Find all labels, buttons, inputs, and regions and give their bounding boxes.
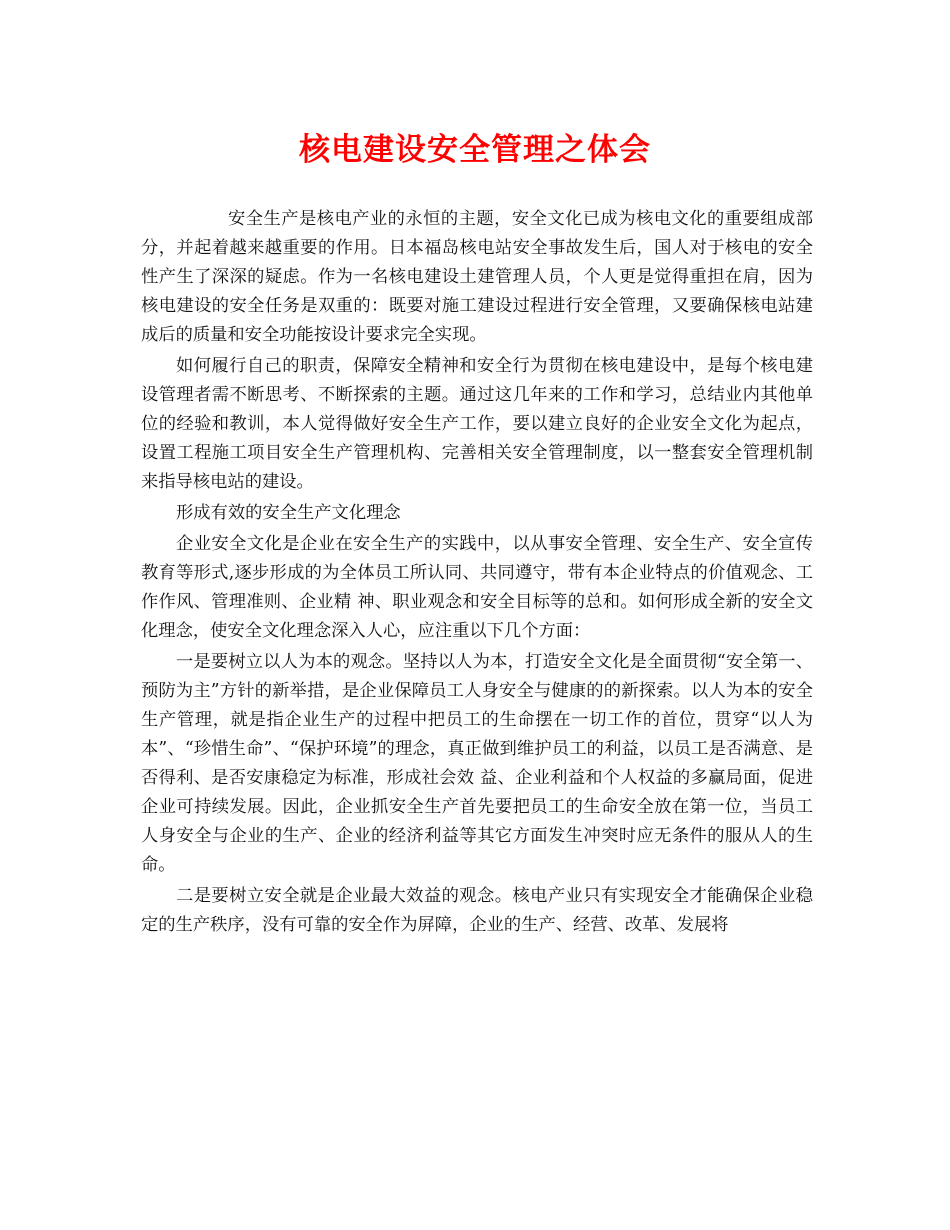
paragraph-intro: 安全生产是核电产业的永恒的主题，安全文化已成为核电文化的重要组成部分，并起着越来越重要的作用。日本福岛核电站安全事故发生后，国人对于核电的安全性产生了深深的疑虑。作为一名核电建设土建管理人员，个人更是觉得重担在肩，因为核电建设的安全任务是双重的：既要对施工建设过程进行安全管理，又要确保核电站建成后的质量和安全功能按设计要求完全实现。	[141, 209, 813, 345]
document-body	[141, 205, 813, 942]
document-title: 核电建设安全管理之体会	[299, 132, 651, 168]
paragraph-responsibility: 如何履行自己的职责，保障安全精神和安全行为贯彻在核电建设中，是每个核电建设管理者需不断思考、不断探索的主题。通过这几年来的工作和学习，总结业内其他单位的经验和教训，本人觉得做好安全生产工作，要以建立良好的企业安全文化为起点，设置工程施工项目安全生产管理机构、完善相关安全管理制度，以一整套安全管理机制来指导核电站的建设。	[141, 356, 813, 492]
paragraph-safety-culture: 企业安全文化是企业在安全生产的实践中，以从事安全管理、安全生产、安全宣传教育等形式,逐步形成的为全体员工所认同、共同遵守，带有本企业特点的价值观念、工作作风、管理准则、企业精 神、职业观念和安全目标等的总和。如何形成全新的安全文化理念，使安全文化理念深入人心，应注重以下几个方面：	[141, 534, 813, 641]
paragraph-safety-benefit: 二是要树立安全就是企业最大效益的观念。核电产业只有实现安全才能确保企业稳定的生产秩序，没有可靠的安全作为屏障，企业的生产、经营、改革、发展将	[141, 886, 813, 935]
section-heading: 形成有效的安全生产文化理念	[176, 503, 401, 523]
paragraph-people-oriented: 一是要树立以人为本的观念。坚持以人为本，打造安全文化是全面贯彻“安全第一、预防为主”方针的新举措，是企业保障员工人身安全与健康的的新探索。以人为本的安全生产管理，就是指企业生产的过程中把员工的生命摆在一切工作的首位，贯穿“以人为本”、“珍惜生命”、“保护环境”的理念，真正做到维护员工的利益，以员工是否满意、是否得利、是否安康稳定为标准，形成社会效 益、企业利益和个人权益的多赢局面，促进企业可持续发展。因此，企业抓安全生产首先要把员工的生命安全放在第一位，当员工人身安全与企业的生产、企业的经济利益等其它方面发生冲突时应无条件的服从人的生命。	[141, 652, 813, 875]
